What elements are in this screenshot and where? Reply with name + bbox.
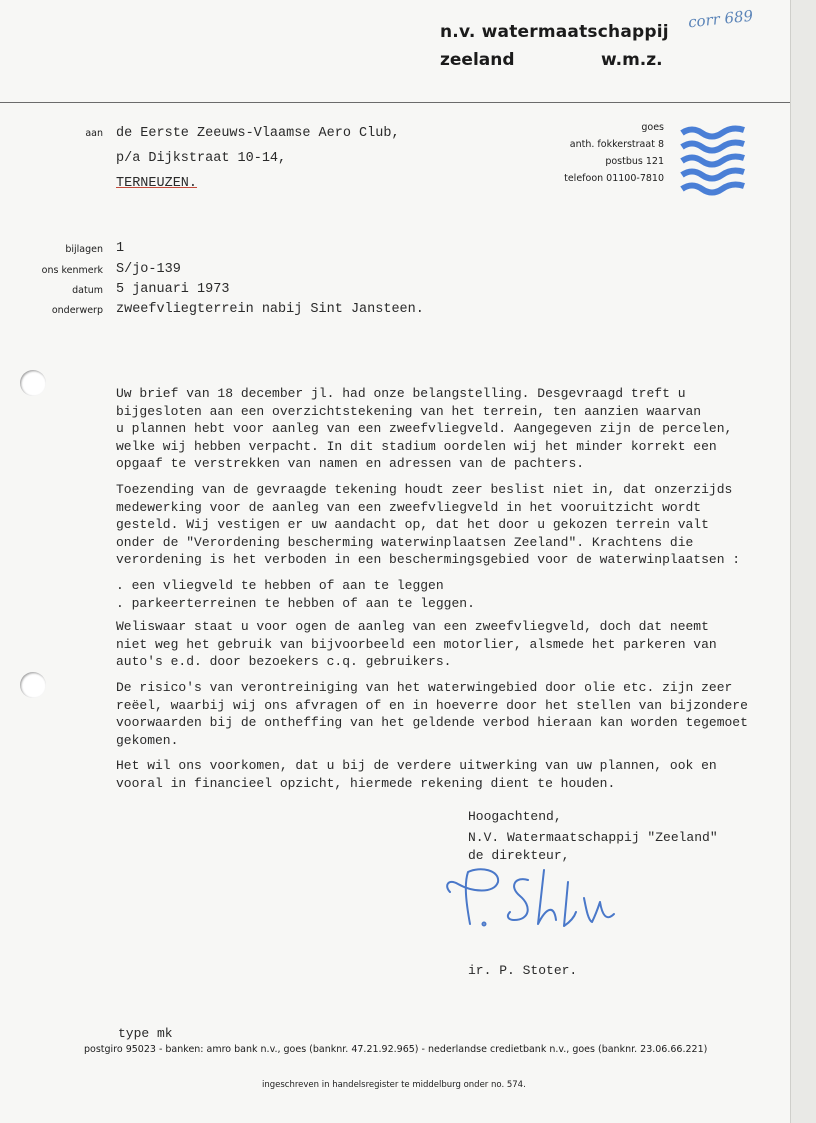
bank-details: postgiro 95023 - banken: amro bank n.v., goes (banknr. 47.21.92.965) - nederlandse credietbank n.v., goes (banknr. 23.06.66.221) xyxy=(84,1044,708,1055)
meta-value-bijlagen: 1 xyxy=(116,241,125,256)
signatory-name: ir. P. Stoter. xyxy=(468,963,578,978)
meta-value-datum: 5 januari 1973 xyxy=(116,282,230,297)
recipient-label: aan xyxy=(85,128,103,139)
closing-company: N.V. Watermaatschappij "Zeeland" xyxy=(468,830,718,845)
closing-role: de direkteur, xyxy=(468,848,570,863)
letterhead-divider xyxy=(0,102,790,103)
letter-body xyxy=(116,385,776,800)
meta-label-bijlagen: bijlagen xyxy=(65,244,103,255)
typist-reference: type mk xyxy=(118,1026,173,1041)
handwritten-signature-icon xyxy=(436,862,626,942)
recipient-line-1: de Eerste Zeeuws-Vlaamse Aero Club, xyxy=(116,126,400,141)
handwritten-note: corr 689 xyxy=(687,6,754,32)
list-item: . een vliegveld te hebben of aan te leggen xyxy=(116,577,776,595)
address-city: goes xyxy=(641,122,664,133)
paragraph-3: Weliswaar staat u voor ogen de aanleg van een zweefvliegveld, doch dat neemt niet weg het gebruik van bijvoorbeeld een motorlier, alsmede het parkeren van auto's e.d. door bezoekers c.q. gebruikers. xyxy=(116,619,717,670)
recipient-city: TERNEUZEN. xyxy=(116,176,198,191)
company-abbreviation: w.m.z. xyxy=(601,50,663,70)
punch-hole-bottom xyxy=(20,672,46,698)
address-phone: telefoon 01100-7810 xyxy=(564,173,664,184)
address-postbox: postbus 121 xyxy=(605,156,664,167)
trade-register: ingeschreven in handelsregister te middelburg onder no. 574. xyxy=(262,1080,526,1090)
meta-value-kenmerk: S/jo-139 xyxy=(116,262,181,277)
paragraph-5: Het wil ons voorkomen, dat u bij de verdere uitwerking van uw plannen, ook en vooral in financieel opzicht, hiermede rekening dient te houden. xyxy=(116,758,717,791)
list-item: . parkeerterreinen te hebben of aan te leggen. xyxy=(116,595,776,613)
company-region: zeeland xyxy=(440,50,515,70)
paragraph-1: Uw brief van 18 december jl. had onze belangstelling. Desgevraagd treft u bijgesloten aan een overzichtstekening van het terrein, ten aanzien waarvan u plannen hebt voor aanleg van een zweefvliegveld. Aangegeven zijn de percelen, welke wij hebben verpacht. In dit stadium oordelen wij het minder korrekt een opgaaf te verstrekken van namen en adressen van de pachters. xyxy=(116,386,733,472)
address-street: anth. fokkerstraat 8 xyxy=(569,139,664,150)
meta-label-onderwerp: onderwerp xyxy=(51,305,103,316)
meta-label-datum: datum xyxy=(72,285,103,296)
prohibition-list xyxy=(116,577,776,612)
meta-value-onderwerp: zweefvliegterrein nabij Sint Jansteen. xyxy=(116,302,424,317)
punch-hole-top xyxy=(20,370,46,396)
closing-greeting: Hoogachtend, xyxy=(468,809,562,824)
company-name: n.v. watermaatschappij xyxy=(440,22,669,42)
wave-logo-icon xyxy=(680,124,746,196)
paragraph-2: Toezending van de gevraagde tekening houdt zeer beslist niet in, dat onzerzijds medewerking voor de aanleg van een zweefvliegveld in het vooruitzicht wordt gesteld. Wij vestigen er uw aandacht op, dat het door u gekozen terrein valt onder de "Verordening bescherming waterwinplaatsen Zeeland". Krachtens die verordening is het verboden in een beschermingsgebied voor de waterwinplaatsen : xyxy=(116,481,741,568)
paragraph-4: De risico's van verontreiniging van het waterwingebied door olie etc. zijn zeer reëel, waarbij wij ons afvragen of en in hoeverre door het stellen van bijzondere voorwaarden bij de ontheffing van het geldende verbod hieraan kan worden tegemoet gekomen. xyxy=(116,679,748,748)
meta-label-kenmerk: ons kenmerk xyxy=(41,265,103,276)
recipient-line-2: p/a Dijkstraat 10-14, xyxy=(116,151,287,166)
